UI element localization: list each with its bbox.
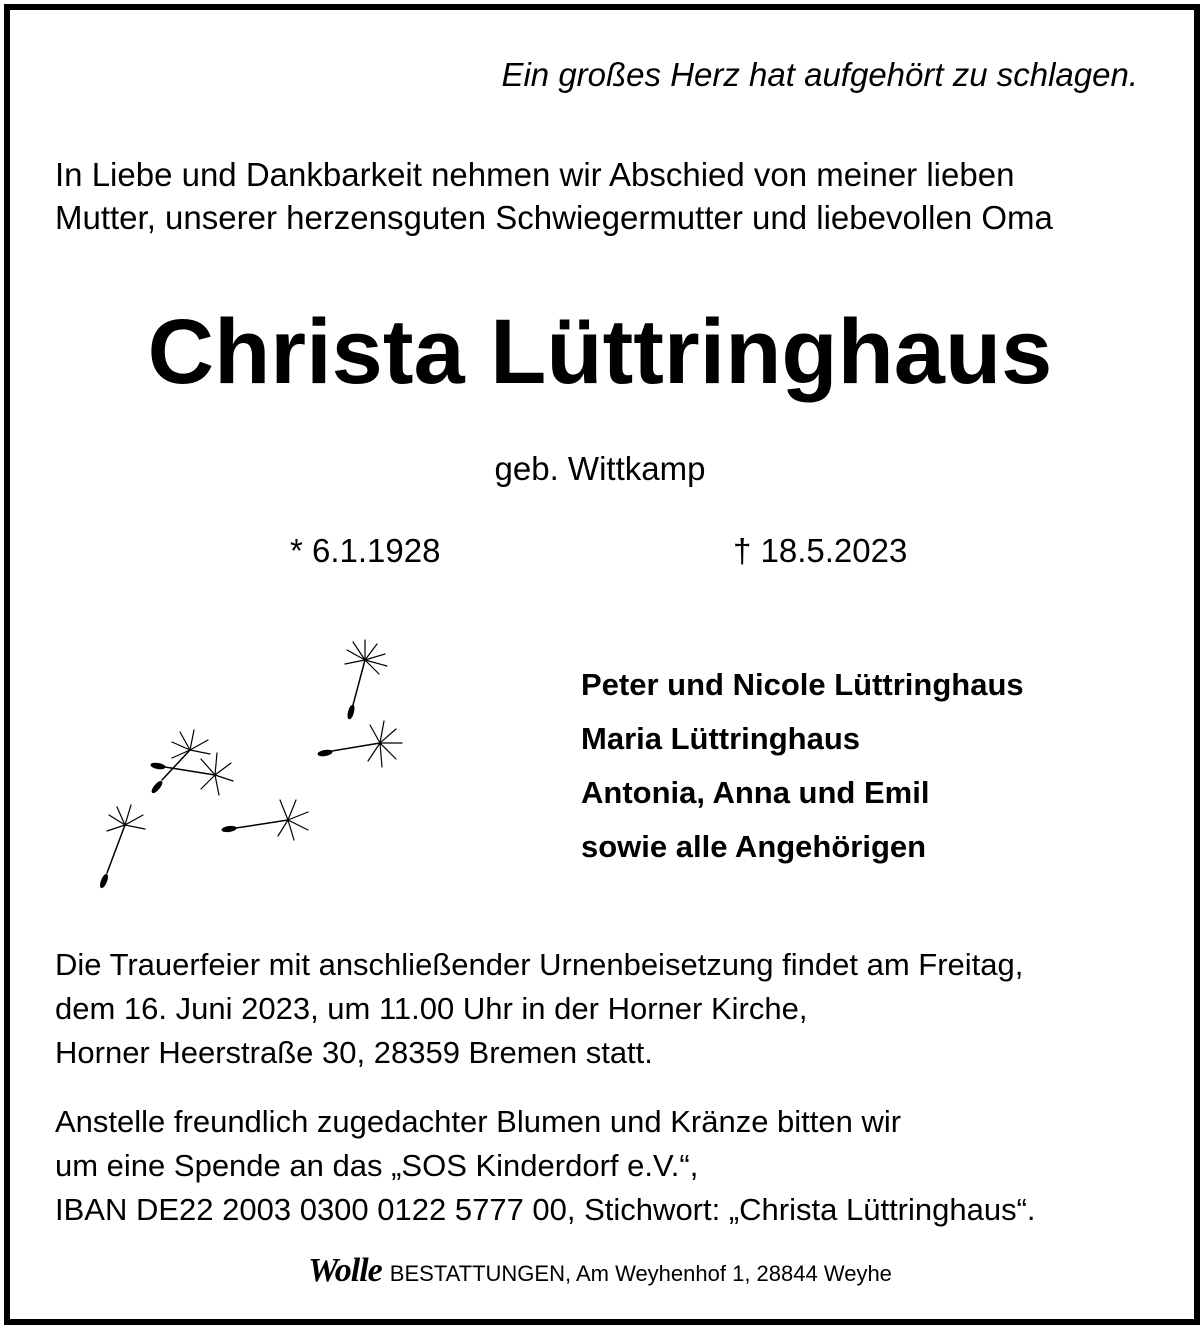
death-date: † 18.5.2023 — [733, 532, 908, 569]
birth-name: geb. Wittkamp — [494, 450, 706, 487]
mourners-list — [581, 658, 1024, 874]
dandelion-seed — [345, 640, 387, 719]
dandelion-seeds-icon — [90, 635, 420, 895]
mourner-line: Antonia, Anna und Emil — [581, 775, 930, 810]
intro-text — [55, 153, 1165, 239]
dandelion-seed — [151, 730, 210, 794]
ceremony-line-2: dem 16. Juni 2023, um 11.00 Uhr in der Horner Kirche, — [55, 991, 808, 1026]
donation-line-3: IBAN DE22 2003 0300 0122 5777 00, Stichwort: „Christa Lüttringhaus“. — [55, 1192, 1036, 1227]
deceased-name: Christa Lüttringhaus — [147, 301, 1053, 403]
funeral-home-logo: Wolle — [308, 1252, 382, 1289]
mourner-line: sowie alle Angehörigen — [581, 829, 927, 864]
donation-line-2: um eine Spende an das „SOS Kinderdorf e.V.“, — [55, 1148, 699, 1183]
dandelion-seed — [151, 753, 233, 795]
funeral-home-address: BESTATTUNGEN, Am Weyhenhof 1, 28844 Weyhe — [389, 1261, 892, 1286]
mourner-line: Peter und Nicole Lüttringhaus — [581, 667, 1024, 702]
intro-line-2: Mutter, unserer herzensguten Schwiegermutter und liebevollen Oma — [55, 199, 1053, 236]
mourner-line: Maria Lüttringhaus — [581, 721, 861, 756]
dandelion-seed — [222, 800, 308, 840]
donation-line-1: Anstelle freundlich zugedachter Blumen und Kränze bitten wir — [55, 1104, 902, 1139]
ceremony-line-3: Horner Heerstraße 30, 28359 Bremen statt. — [55, 1035, 653, 1070]
ceremony-info — [55, 943, 1023, 1075]
funeral-home-footer — [0, 1252, 1200, 1290]
intro-line-1: In Liebe und Dankbarkeit nehmen wir Abschied von meiner lieben — [55, 156, 1015, 193]
donation-info — [55, 1100, 1036, 1232]
birth-date: * 6.1.1928 — [290, 532, 441, 569]
dandelion-seed — [318, 721, 402, 767]
ceremony-line-1: Die Trauerfeier mit anschließender Urnenbeisetzung findet am Freitag, — [55, 947, 1024, 982]
motto: Ein großes Herz hat aufgehört zu schlagen. — [501, 56, 1138, 93]
dandelion-seed — [99, 805, 145, 888]
